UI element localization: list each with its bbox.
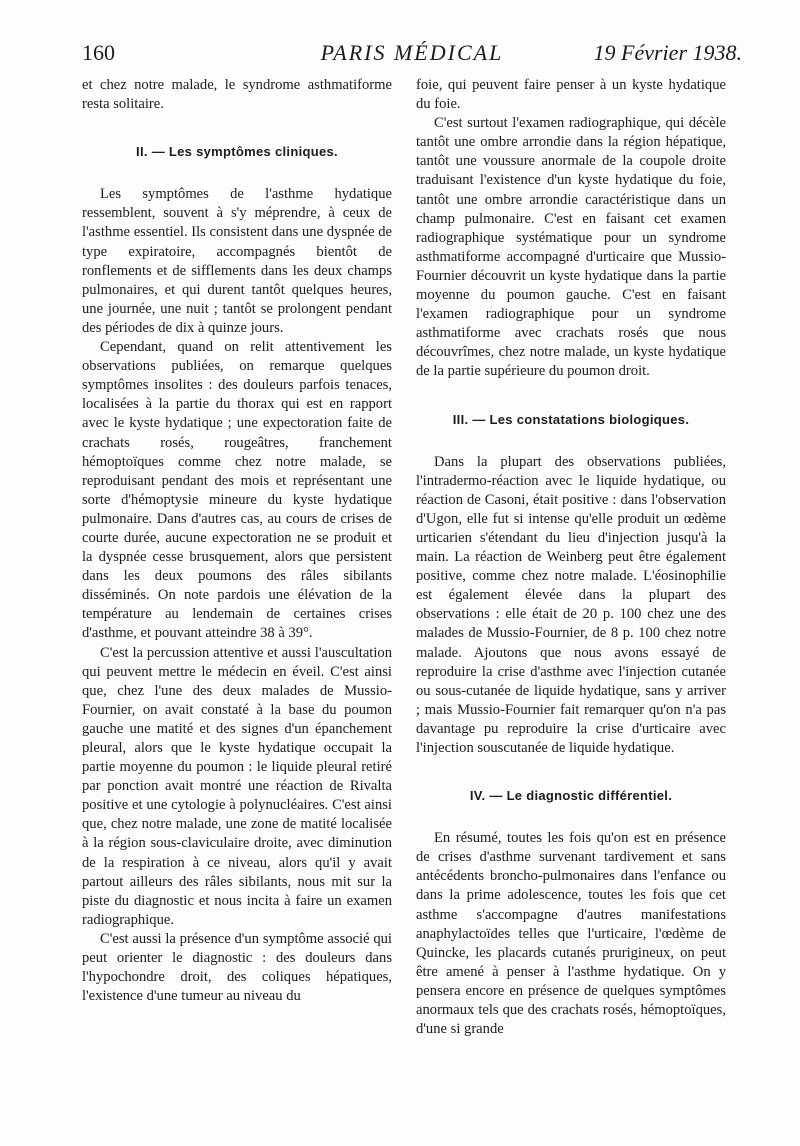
page-number: 160 (82, 40, 115, 65)
section-heading-diagnosis: IV. — Le diagnostic différentiel. (469, 788, 673, 804)
paragraph: Dans la plupart des observations publiées, l'intradermo-réaction avec le liquide hydatique, ou réaction de Casoni, était positive : dans l'observation d'Ugon, elle fut si intense qu'elle produit un œdème urticarien s'étendant du lieu d'injection jusqu'à la main. La réaction de Weinberg peut être également positive, comme chez notre malade. L'éosinophilie est également élevée dans la plupart des observations : elle était de 20 p. 100 chez une des malades de Mussio-Fournier, de 8 p. 100 chez notre malade. Ajoutons que nous avons essayé de reproduire la crise d'asthme avec l'injection cutanée ou sous-cutanée de liquide hydatique, sans y arriver ; mais Mussio-Fournier fait remarquer qu'on n'a pas davantage pu reproduire la crise d'urticaire avec l'injection souscutanée de liquide hydatique. (416, 453, 726, 756)
paragraph: Cependant, quand on relit attentivement les observations publiées, on remarque quelques symptômes insolites : des douleurs parfois tenaces, localisées à la partie du thorax qui est en rapport avec le kyste hydatique ; une expectoration faite de crachats rosés, rougeâtres, franchement hémoptoïques comme chez notre malade, se reproduisant pendant des mois et représentant une sorte d'hémoptysie mineure du kyste hydatique pulmonaire. Dans d'autres cas, au cours de crises de courte durée, aucune expectoration ne se produit et la dyspnée cesse brusquement, alors que persistent dans les deux poumons des râles sibilants disséminés. On note pardois une élévation de la température au lendemain de certaines crises d'asthme, et pouvant atteindre 38 à 39°. (82, 339, 392, 642)
section-heading-symptoms: II. — Les symptômes cliniques. (136, 144, 338, 160)
paragraph: Les symptômes de l'asthme hydatique ressemblent, souvent à s'y méprendre, à ceux de l'asthme essentiel. Ils consistent dans une dyspnée de type expiratoire, accompagnés bientôt de ronflements et de sifflements dans les deux champs pulmonaires, et qui durent tantôt quelques heures, une journée, une nuit ; tantôt se prolongent pendant des périodes de dix à quinze jours. (82, 186, 392, 336)
paragraph: C'est la percussion attentive et aussi l'auscultation qui peuvent mettre le médecin en éveil. C'est ainsi que, chez l'une des deux malades de Mussio-Fournier, on avait constaté à la base du poumon gauche une matité et des signes d'un épanchement pleural, alors que le kyste hydatique occupait la partie moyenne du poumon : le liquide pleural retiré par ponction avait montré une réaction de Rivalta positive et une cytologie à polynucléaires. C'est ainsi que, chez notre malade, une zone de matité localisée à la région sous-claviculaire droite, avec diminution de la respiration à ce niveau, alors qu'il y avait partout ailleurs des râles sibilants, nous mit sur la piste du diagnostic et nous incita à faire un examen radiographique. (82, 644, 392, 928)
paragraph: foie, qui peuvent faire penser à un kyste hydatique du foie. (416, 77, 726, 113)
journal-title: PARIS MÉDICAL (320, 40, 504, 65)
paragraph: C'est surtout l'examen radiographique, qui décèle tantôt une ombre arrondie dans la région hépatique, tantôt une voussure anormale de la coupole droite traduisant l'existence d'un kyste hydatique du foie, tantôt une ombre arrondie caractéristique dans un champ pulmonaire. C'est en faisant cet examen radiographique systématique pour un syndrome asthmatiforme accompagné d'urticaire que Mussio-Fournier découvrit un kyste hydatique dans la partie moyenne du poumon gauche. C'est en faisant l'examen radiographique pour un syndrome asthmatiforme avec crachats rosés que nous découvrîmes, chez notre malade, un kyste hydatique de la partie supérieure du poumon droit. (416, 115, 726, 380)
section-heading-biology: III. — Les constatations biologiques. (452, 411, 690, 427)
issue-date: 19 Février 1938. (593, 40, 742, 65)
paragraph: et chez notre malade, le syndrome asthmatiforme resta solitaire. (82, 77, 392, 113)
left-column (82, 76, 392, 1006)
paragraph: C'est aussi la présence d'un symptôme associé qui peut orienter le diagnostic : des douleurs dans l'hypochondre droit, des coliques hépatiques, l'existence d'une tumeur au niveau du (82, 930, 392, 1005)
running-header (82, 40, 742, 74)
paragraph: En résumé, toutes les fois qu'on est en présence de crises d'asthme survenant tardivement et sans antécédents broncho-pulmonaires dans l'enfance ou dans la prime adolescence, toutes les fois que cet asthme s'accompagne d'autres manifestations anaphylactoïdes telles que l'urticaire, l'œdème de Quincke, les placards cutanés prurigineux, on peut être amené à penser à l'asthme hydatique. On y pensera encore en présence de quelques symptômes anormaux tels que des crachats rosés, hémoptoïques, d'une si grande (416, 830, 726, 1038)
right-column (416, 76, 726, 1039)
